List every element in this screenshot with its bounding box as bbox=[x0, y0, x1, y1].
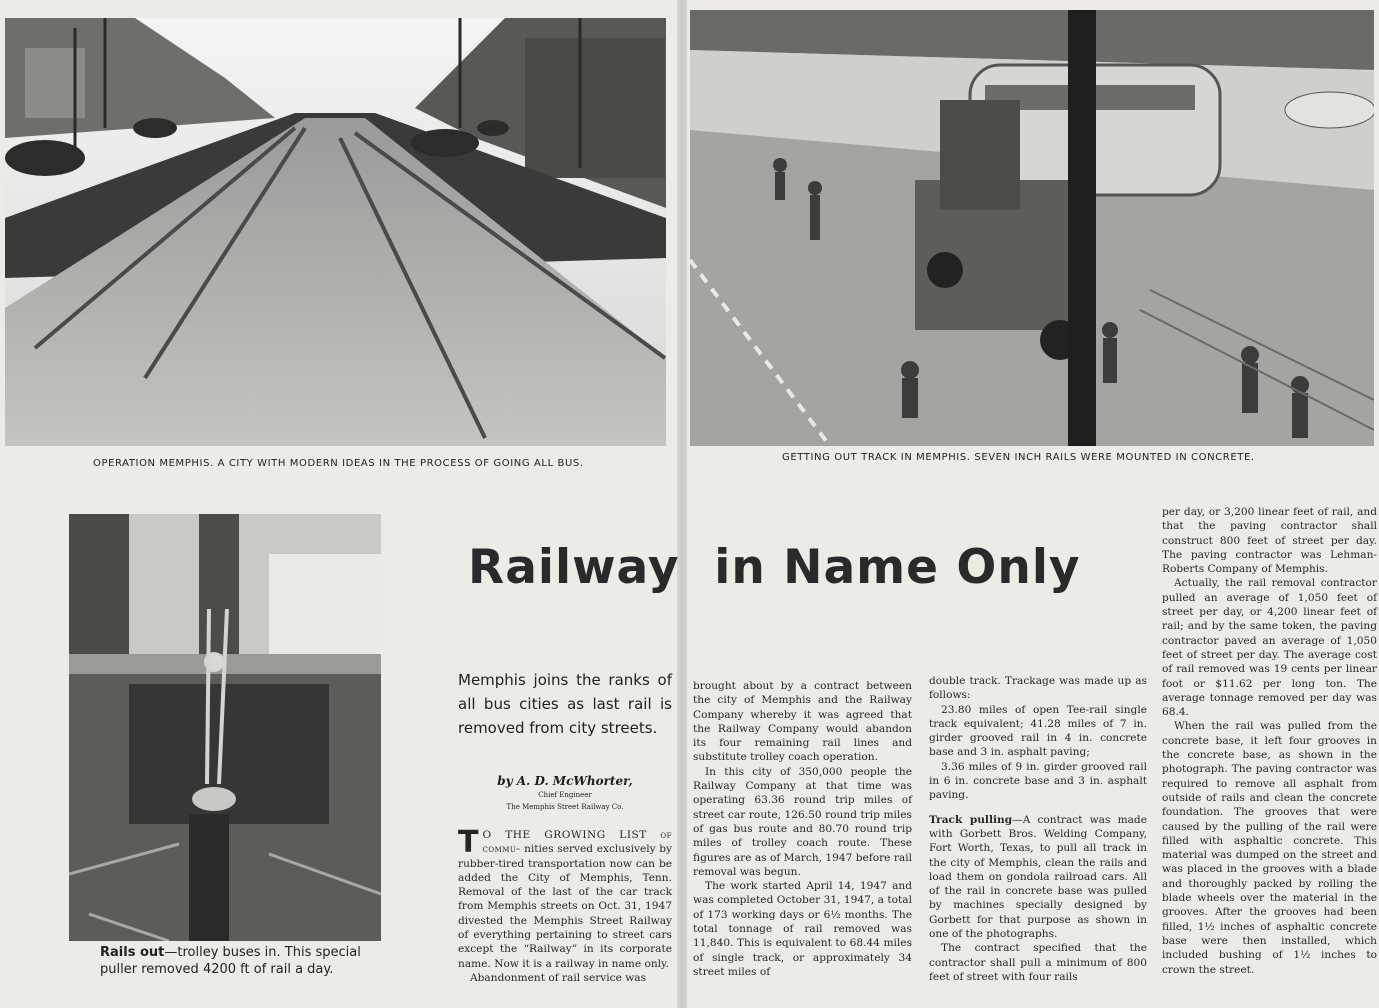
author-title: Chief Engineer bbox=[538, 791, 592, 799]
author-company: The Memphis Street Railway Co. bbox=[506, 803, 624, 811]
opening-caps: O THE GROWING LIST of commu- bbox=[482, 829, 672, 856]
byline bbox=[458, 774, 672, 812]
col3-paragraph-2: 23.80 miles of open Tee-rail single track equivalent; 41.28 miles of 7 in. girder grooved rail in 4 in. concrete base and 3 in. asphalt paving; bbox=[929, 703, 1147, 759]
col3-paragraph-5: The contract specified that the contractor shall pull a minimum of 800 feet of street with four rails bbox=[929, 942, 1147, 983]
col3-paragraph-3: 3.36 miles of 9 in. girder grooved rail in 6 in. concrete base and 3 in. asphalt paving. bbox=[929, 760, 1147, 802]
dropcap-letter: T bbox=[458, 825, 479, 860]
caption-top-left: OPERATION MEMPHIS. A CITY WITH MODERN IDEAS IN THE PROCESS OF GOING ALL BUS. bbox=[93, 458, 584, 469]
col1-paragraph-2: Abandonment of rail service was bbox=[470, 971, 647, 984]
col4-paragraph-2: Actually, the rail removal contractor pulled an average of 1,050 feet of street per day, or 4,200 linear feet of rail; and by the same token, the paving contractor paved an average of 1,050 feet of street per day. The average cost of rail removed was 19 cents per linear foot or $11.62 per long ton. The average tonnage removed per day was 68.4. bbox=[1162, 577, 1377, 719]
headline-part2: in Name Only bbox=[714, 540, 1081, 595]
caption-top-right: GETTING OUT TRACK IN MEMPHIS. SEVEN INCH RAILS WERE MOUNTED IN CONCRETE. bbox=[782, 452, 1255, 463]
section-heading-track-pulling: Track pulling bbox=[929, 813, 1013, 826]
body-column-1 bbox=[458, 825, 673, 985]
col4-paragraph-1: per day, or 3,200 linear feet of rail, and that the paving contractor shall construct 800 feet of street per day. The paving contractor was Lehman-Roberts Company of Memphis. bbox=[1162, 506, 1377, 576]
col2-paragraph-1: brought about by a contract between the city of Memphis and the Railway Company whereby it was agreed that the Railway Company would abandon its four remaining rail lines and substitute trolley coach operation. bbox=[693, 680, 912, 764]
author-name: by A. D. McWhorter, bbox=[497, 774, 633, 788]
headline-part1: Railway bbox=[468, 540, 680, 595]
article-headline bbox=[468, 540, 1081, 595]
col3-paragraph-1: double track. Trackage was made up as follows: bbox=[929, 675, 1147, 702]
body-column-4 bbox=[1162, 505, 1377, 977]
col2-paragraph-2: In this city of 350,000 people the Railway Company at that time was operating 63.36 round trip miles of street car route, 126.50 round trip miles of gas bus route and 80.70 round trip miles of trolley coach route. These figures are as of March, 1947 before rail removal was begun. bbox=[693, 765, 912, 878]
col3-paragraph-4: —A contract was made with Gorbett Bros. Welding Company, Fort Worth, Texas, to pull all track in the city of Memphis, clean the rails and load them on gondola railroad cars. All of the rail in concrete base was pulled by machines specially designed by Gorbett for that purpose as shown in one of the photographs. bbox=[929, 813, 1147, 941]
caption-text: —trolley buses in. This special puller removed 4200 ft of rail a day. bbox=[100, 945, 361, 977]
page-gutter bbox=[677, 0, 687, 1008]
photo-street-tracks bbox=[5, 18, 666, 446]
caption-lead: Rails out bbox=[100, 945, 165, 960]
col2-paragraph-3: The work started April 14, 1947 and was completed October 31, 1947, a total of 173 working days or 6½ months. The total tonnage of rail removed was 11,840. This is equivalent to 68.44 miles of single track, or approximately 34 street miles of bbox=[693, 880, 912, 978]
caption-rail-puller bbox=[100, 944, 390, 978]
article-deck: Memphis joins the ranks of all bus cities as last rail is removed from city streets. bbox=[458, 671, 672, 737]
photo-removing-track bbox=[690, 10, 1374, 446]
col1-paragraph-1: nities served exclusively by rubber-tired transportation now can be added the City of Memphis, Tenn. Removal of the last of the car track from Memphis streets on Oct. 31, 1947 divested the Memphis Street Railway of everything pertaining to street cars except the “Railway” in its corporate name. Now it is a railway in name only. bbox=[458, 843, 673, 970]
body-column-3 bbox=[929, 674, 1147, 984]
photo-rail-puller bbox=[69, 514, 381, 941]
body-column-2 bbox=[693, 679, 912, 979]
col4-paragraph-3: When the rail was pulled from the concrete base, it left four grooves in the concrete base, as shown in the photograph. The paving contractor was required to remove all asphalt from outside of rails and clean the concrete foundation. The grooves that were caused by the pulling of the rail were filled with asphaltic concrete. This material was dumped on the street and was placed in the grooves with a blade and thoroughly packed by rolling the blade wheels over the material in the grooves. After the grooves had been filled, 1½ inches of asphaltic concrete base were then installed, which included bushing of 1½ inches to crown the street. bbox=[1162, 720, 1377, 976]
